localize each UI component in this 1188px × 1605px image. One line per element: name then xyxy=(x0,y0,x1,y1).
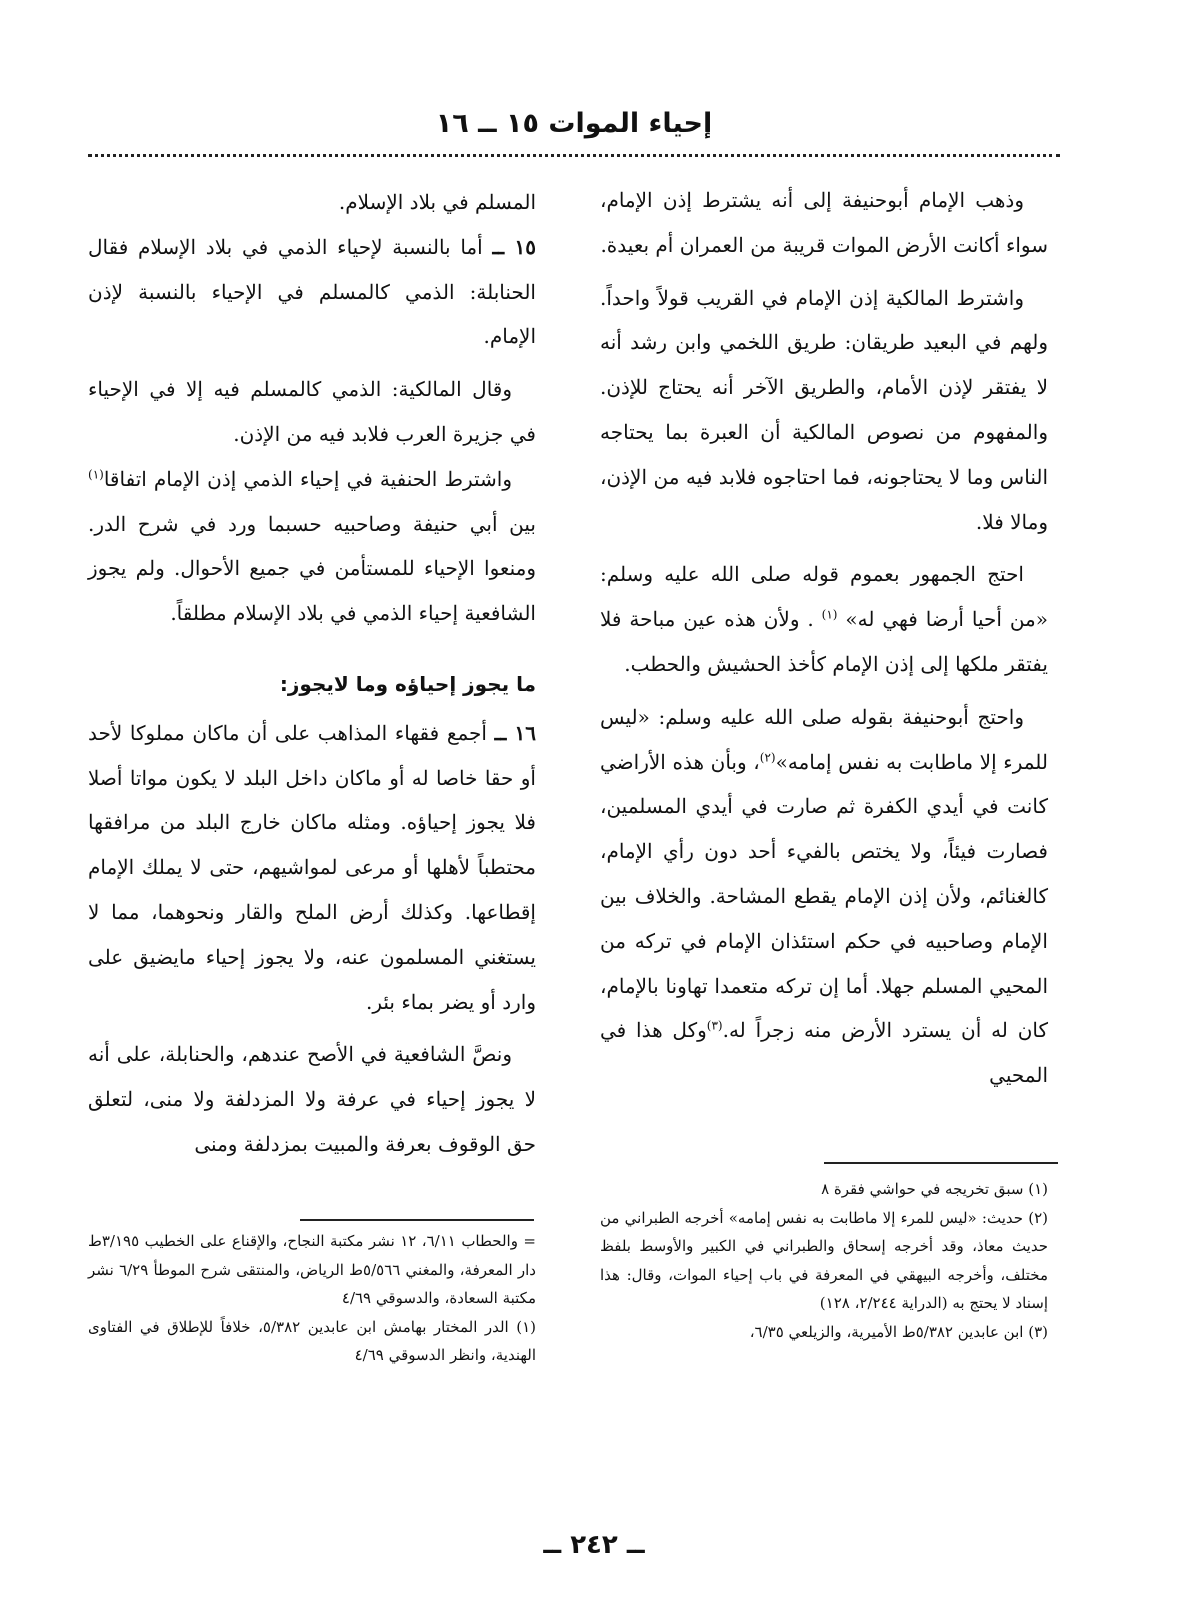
paragraph xyxy=(600,552,1048,686)
paragraph: واشترط المالكية إذن الإمام في القريب قولاً واحداً. ولهم في البعيد طريقان: طريق اللخمي وابن رشد أنه لا يفتقر لإذن الأمام، والطريق الآخر أنه يحتاج للإذن. والمفهوم من نصوص المالكية أن العبرة بما يحتاجه الناس وما لا يحتاجونه، فما احتاجوه فلابد فيه من الإذن، ومالا فلا. xyxy=(600,285,1048,534)
paragraph-text: أما بالنسبة لإحياء الذمي في بلاد الإسلام فقال الحنابلة: الذمي كالمسلم في الإحياء بالنسبة لإذن الإمام. xyxy=(88,234,536,349)
paragraph xyxy=(600,695,1048,1098)
paragraph-text: بين أبي حنيفة وصاحبيه حسبما ورد في شرح الدر. ومنعوا الإحياء للمستأمن في جميع الأحوال. ولم يجوز الشافعية إحياء الذمي في بلاد الإسلام مطلقاً. xyxy=(88,511,536,626)
left-column xyxy=(88,180,536,1167)
paragraph-text: وكل هذا في المحيي xyxy=(600,1018,1048,1088)
paragraph-text: ، وبأن هذه الأراضي كانت في أيدي الكفرة ثم صارت في أيدي المسلمين، فصارت فيئاً، ولا يختص بالفيء أحد دون رأي الإمام، كالغنائم، ولأن إذن الإمام يقطع المشاحة. والخلاف بين الإمام وصاحبيه في حكم استئذان الإمام في تركه من المحيي المسلم جهلا. أما إن تركه متعمدا تهاونا بالإمام، كان له أن يسترد الأرض منه زجراً له. xyxy=(600,749,1049,1043)
paragraph: وذهب الإمام أبوحنيفة إلى أنه يشترط إذن الإمام، سواء أكانت الأرض الموات قريبة من العمران أم بعيدة. xyxy=(600,188,1048,257)
paragraph xyxy=(88,457,536,636)
right-column xyxy=(600,178,1048,1098)
footnote-ref: (١) xyxy=(821,607,838,622)
paragraph-text: أجمع فقهاء المذاهب على أن ماكان مملوكا لأحد أو حقا خاصا له أو ماكان داخل البلد لا يكون مواتا أصلا فلا يجوز إحياؤه. ومثله ماكان خارج البلد من مرافقها محتطباً لأهلها أو مرعى لمواشيهم، حتى لا يملك الإمام إقطاعها. وكذلك أرض الملح والقار ونحوهما، مما لا يستغني المسلمون عنه، ولا يجوز إحياء مايضيق على وارد أو يضر بماء بئر. xyxy=(88,720,536,1014)
paragraph-text: واحتج أبوحنيفة بقوله صلى الله عليه وسلم: «ليس للمرء إلا ماطابت به نفس إمامه» xyxy=(600,704,1048,774)
section-number: ١٥ ــ xyxy=(492,234,536,259)
paragraph-text: احتج الجمهور بعموم قوله صلى الله عليه وسلم: «من أحيا أرضا فهي له» xyxy=(600,562,1049,632)
footnote-ref: (٢) xyxy=(759,749,776,764)
footnote: (٢) حديث: «ليس للمرء إلا ماطابت به نفس إمامه» أخرجه الطبراني من حديث معاذ، وقد أخرجه إسحاق والطبراني في الكبير والأوسط بلفظ مختلف، وأخرجه البيهقي في المعرفة في باب إحياء الموات، وقال: هذا إسناد لا يحتج به (الدراية ٢/٢٤٤، ١٢٨) xyxy=(600,1208,1048,1312)
footnote-ref: (١) xyxy=(88,467,104,482)
page-title: إحياء الموات ١٥ ــ ١٦ xyxy=(435,108,713,139)
paragraph xyxy=(88,711,536,1025)
footnote: = والحطاب ٦/١١، ١٢ نشر مكتبة النجاح، والإقناع على الخطيب ٣/١٩٥ط دار المعرفة، والمغني ٥/٥٦٦ط الرياض، والمنتقى شرح الموطأ ٦/٢٩ نشر مكتبة السعادة، والدسوقي ٤/٦٩ xyxy=(88,1232,536,1307)
footnote: (١) الدر المختار بهامش ابن عابدين ٥/٣٨٢، خلافاً للإطلاق في الفتاوى الهندية، وانظر الدسوقي ٤/٦٩ xyxy=(88,1317,536,1364)
section-number: ١٦ ــ xyxy=(494,720,536,745)
footnote-rule xyxy=(300,1219,534,1221)
footnote: (١) سبق تخريجه في حواشي فقرة ٨ xyxy=(821,1180,1048,1198)
section-heading: ما يجوز إحياؤه وما لايجوز: xyxy=(279,671,536,696)
footnote-ref: (٣) xyxy=(706,1018,723,1033)
paragraph xyxy=(88,225,536,359)
page-number: ــ ٢٤٢ ــ xyxy=(543,1530,645,1560)
footnotes-right xyxy=(600,1175,1048,1346)
footnote: (٣) ابن عابدين ٥/٣٨٢ط الأميرية، والزيلعي ٦/٣٥، xyxy=(749,1322,1048,1341)
paragraph: ونصَّ الشافعية في الأصح عندهم، والحنابلة، على أنه لا يجوز إحياء في عرفة ولا المزدلفة ولا منى، لتعلق حق الوقوف بعرفة والمبيت بمزدلفة ومنى xyxy=(88,1042,536,1156)
paragraph-text: واشترط الحنفية في إحياء الذمي إذن الإمام اتفاقا xyxy=(103,466,512,491)
footnotes-left xyxy=(88,1227,536,1370)
paragraph: وقال المالكية: الذمي كالمسلم فيه إلا في الإحياء في جزيرة العرب فلابد فيه من الإذن. xyxy=(88,377,536,446)
paragraph-text: . ولأن هذه عين مباحة فلا يفتقر ملكها إلى إذن الإمام كأخذ الحشيش والحطب. xyxy=(600,607,1048,676)
paragraph: المسلم في بلاد الإسلام. xyxy=(338,190,536,214)
header-dotted-rule xyxy=(88,154,1060,157)
footnote-rule xyxy=(824,1162,1058,1164)
